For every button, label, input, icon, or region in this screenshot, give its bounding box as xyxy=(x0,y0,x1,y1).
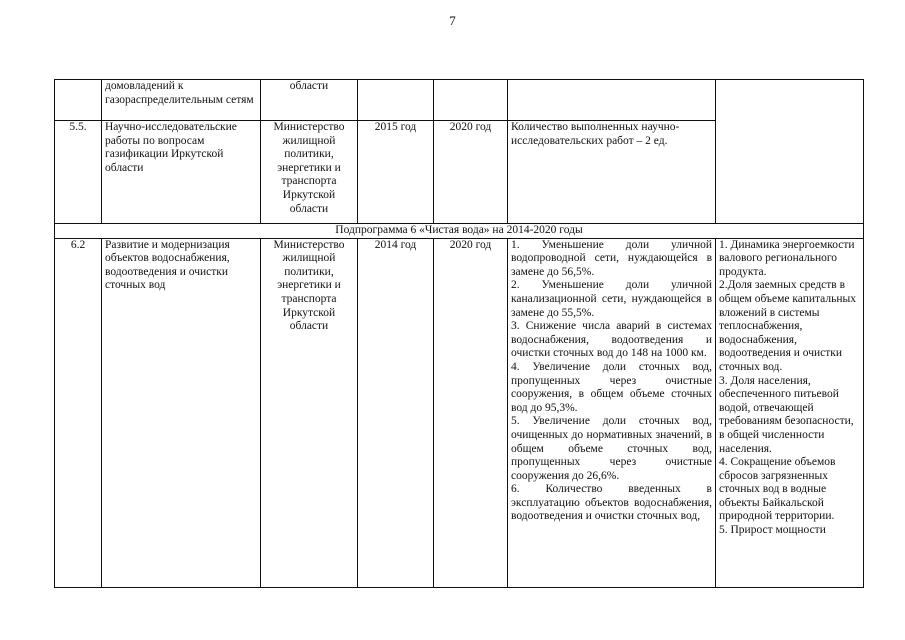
indicator-cell xyxy=(716,80,864,224)
table-row-6-2 xyxy=(55,238,864,587)
activity-name-cell: Развитие и модернизация объектов водоснабжения, водоотведения и очистки сточных вод xyxy=(102,238,261,587)
result-item: 5. Увеличение доли сточных вод, очищенных до нормативных значений, в общем объеме сточных вод, пропущенных через очистные сооружения до 26,6%. xyxy=(511,415,712,482)
expected-result-cell xyxy=(508,80,716,121)
executor-cell: области xyxy=(261,80,358,121)
row-number-cell: 5.5. xyxy=(55,121,102,224)
result-item: 6. Количество введенных в эксплуатацию объектов водоснабжения, водоотведения и очистки сточных вод, xyxy=(511,483,712,523)
result-item: 3. Снижение числа аварий в системах водоснабжения, водоотведения и очистки сточных вод до 148 на 1000 км. xyxy=(511,320,712,360)
executor-cell: Министерство жилищной политики, энергетики и транспорта Иркутской области xyxy=(261,121,358,224)
program-activities-table xyxy=(54,79,864,588)
indicator-item: 4. Сокращение объемов сбросов загрязненных сточных вод в водные объекты Байкальской природной территории. xyxy=(719,456,836,523)
start-year-cell xyxy=(358,80,434,121)
row-number-cell: 6.2 xyxy=(55,238,102,587)
indicator-item: 5. Прирост мощности xyxy=(719,524,826,537)
end-year-cell: 2020 год xyxy=(434,121,508,224)
result-item: 2. Уменьшение доли уличной канализационной сети, нуждающейся в замене до 55,5%. xyxy=(511,279,712,319)
result-item: 4. Увеличение доли сточных вод, пропущенных через очистные сооружения, в общем объеме сточных вод до 95,3%. xyxy=(511,360,712,414)
activity-name-cell: Научно-исследовательские работы по вопросам газификации Иркутской области xyxy=(102,121,261,224)
start-year-cell: 2014 год xyxy=(358,238,434,587)
end-year-cell: 2020 год xyxy=(434,238,508,587)
indicator-item: 1. Динамика энергоемкости валового регионального продукта. xyxy=(719,238,855,278)
indicator-item: 2.Доля заемных средств в общем объеме капитальных вложений в системы теплоснабжения, водоснабжения, водоотведения и очистки сточных вод. xyxy=(719,279,856,373)
result-item: 1. Уменьшение доли уличной водопроводной сети, нуждающейся в замене до 56,5%. xyxy=(511,238,712,278)
table-row-continuation xyxy=(55,80,864,121)
expected-results-cell xyxy=(508,238,716,587)
activity-name-cell: домовладений к газораспределительным сетям xyxy=(102,80,261,121)
row-number-cell xyxy=(55,80,102,121)
indicators-cell xyxy=(716,238,864,587)
page-number: 7 xyxy=(449,13,456,28)
start-year-cell: 2015 год xyxy=(358,121,434,224)
subprogram-header-row xyxy=(55,224,864,239)
executor-cell: Министерство жилищной политики, энергетики и транспорта Иркутской области xyxy=(261,238,358,587)
end-year-cell xyxy=(434,80,508,121)
subprogram-title: Подпрограмма 6 «Чистая вода» на 2014-2020 годы xyxy=(55,224,864,239)
indicator-item: 3. Доля населения, обеспеченного питьевой водой, отвечающей требованиям безопасности, в общей численности населения. xyxy=(719,374,854,455)
expected-result-cell: Количество выполненных научно-исследовательских работ – 2 ед. xyxy=(508,121,716,224)
